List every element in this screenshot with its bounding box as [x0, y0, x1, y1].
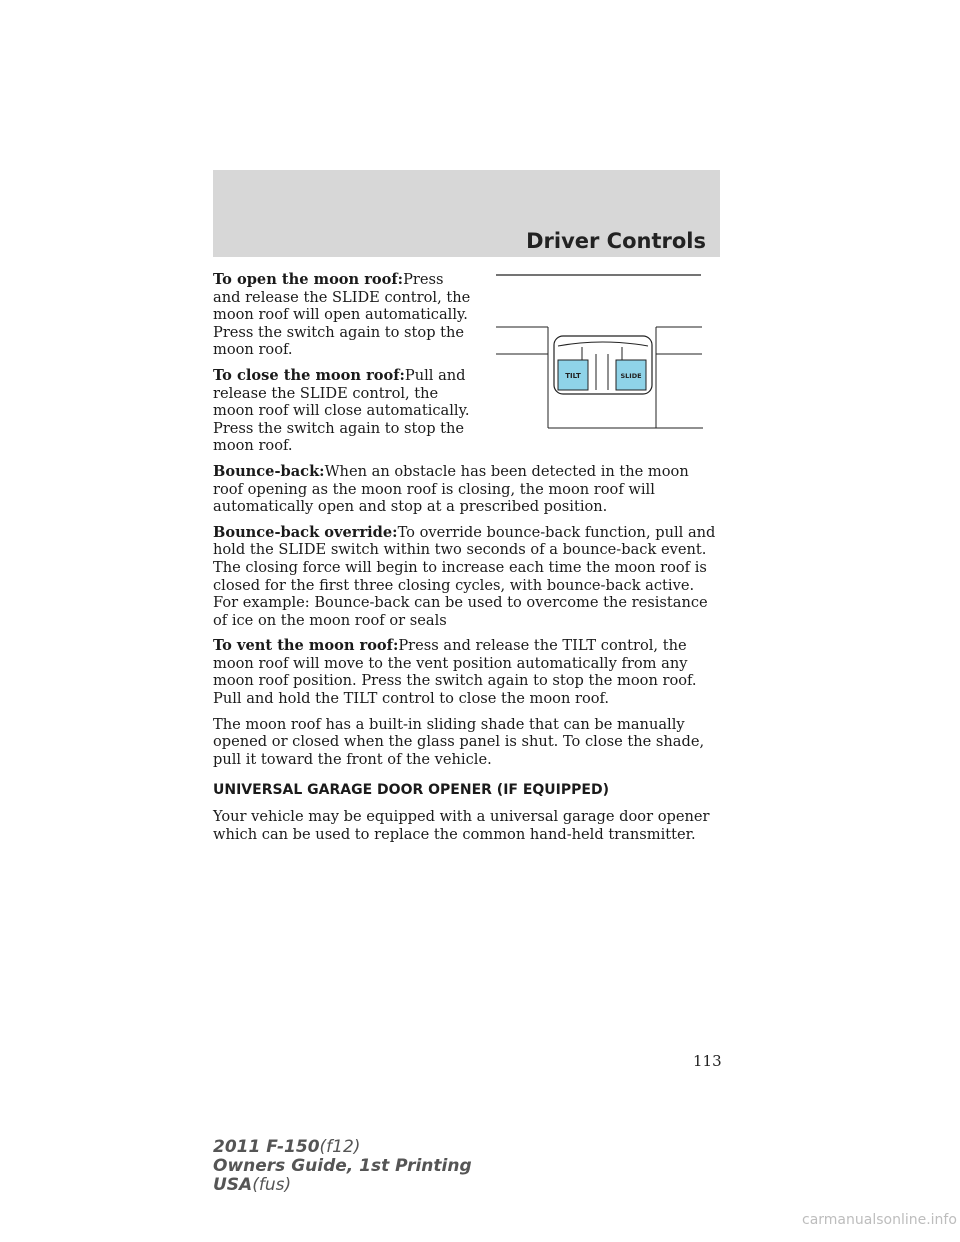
moon-roof-switch-illustration: [496, 272, 704, 432]
open-moon-roof-text: Press and release the SLIDE control, the moon roof will open automatically. Press the switch again to stop the moon roof.: [213, 271, 471, 359]
footer-country: USA: [213, 1175, 253, 1195]
vent-moon-roof-text: Press and release the TILT control, the moon roof will move to the vent position automatically from any moon roof position. Press the switch again to stop the moon roof. Pull and hold the TILT control to close the moon roof.: [213, 637, 697, 708]
bounce-back-override-paragraph: [213, 524, 720, 630]
bounce-back-label: Bounce-back:: [213, 462, 325, 480]
watermark: carmanualsonline.info: [802, 1212, 957, 1228]
section-title: Driver Controls: [526, 229, 706, 253]
garage-door-opener-heading: UNIVERSAL GARAGE DOOR OPENER (IF EQUIPPED): [213, 782, 609, 799]
bounce-back-override-text: To override bounce-back function, pull and hold the SLIDE switch within two seconds of a bounce-back event. The closing force will begin to increase each time the moon roof is closed for the first three closing cycles, with bounce-back active. For example: Bounce-back can be used to overcome the resistance of ice on the moon roof or seals: [213, 523, 716, 629]
document-footer: [213, 1138, 472, 1195]
open-moon-roof-label: To open the moon roof:: [213, 271, 404, 288]
garage-door-opener-paragraph: Your vehicle may be equipped with a universal garage door opener which can be used to replace the common hand-held transmitter.: [213, 808, 710, 843]
sliding-shade-paragraph: The moon roof has a built-in sliding shade that can be manually opened or closed when the glass panel is shut. To close the shade, pull it toward the front of the vehicle.: [213, 715, 705, 768]
bounce-back-paragraph: [213, 463, 720, 516]
close-moon-roof-text: Pull and release the SLIDE control, the moon roof will close automatically. Press the switch again to stop the moon roof.: [213, 366, 470, 455]
bounce-back-text: When an obstacle has been detected in the moon roof opening as the moon roof is closing, the moon roof will automatically open and stop at a prescribed position.: [213, 462, 689, 516]
close-moon-roof-label: To close the moon roof:: [213, 366, 405, 384]
tilt-label: TILT: [565, 372, 581, 380]
vent-moon-roof-paragraph: [213, 637, 720, 707]
bounce-back-override-label: Bounce-back override:: [213, 523, 398, 541]
slide-label: SLIDE: [620, 372, 642, 380]
footer-model-code: (f12): [319, 1137, 361, 1157]
section-header-band: [213, 170, 720, 257]
footer-country-code: (fus): [252, 1175, 292, 1195]
open-moon-roof-paragraph: [213, 271, 475, 359]
footer-model: 2011 F-150: [213, 1137, 320, 1157]
vent-moon-roof-label: To vent the moon roof:: [213, 637, 399, 655]
close-moon-roof-paragraph: [213, 367, 475, 455]
page-number: 113: [693, 1052, 722, 1070]
footer-guide: Owners Guide, 1st Printing: [213, 1156, 472, 1176]
